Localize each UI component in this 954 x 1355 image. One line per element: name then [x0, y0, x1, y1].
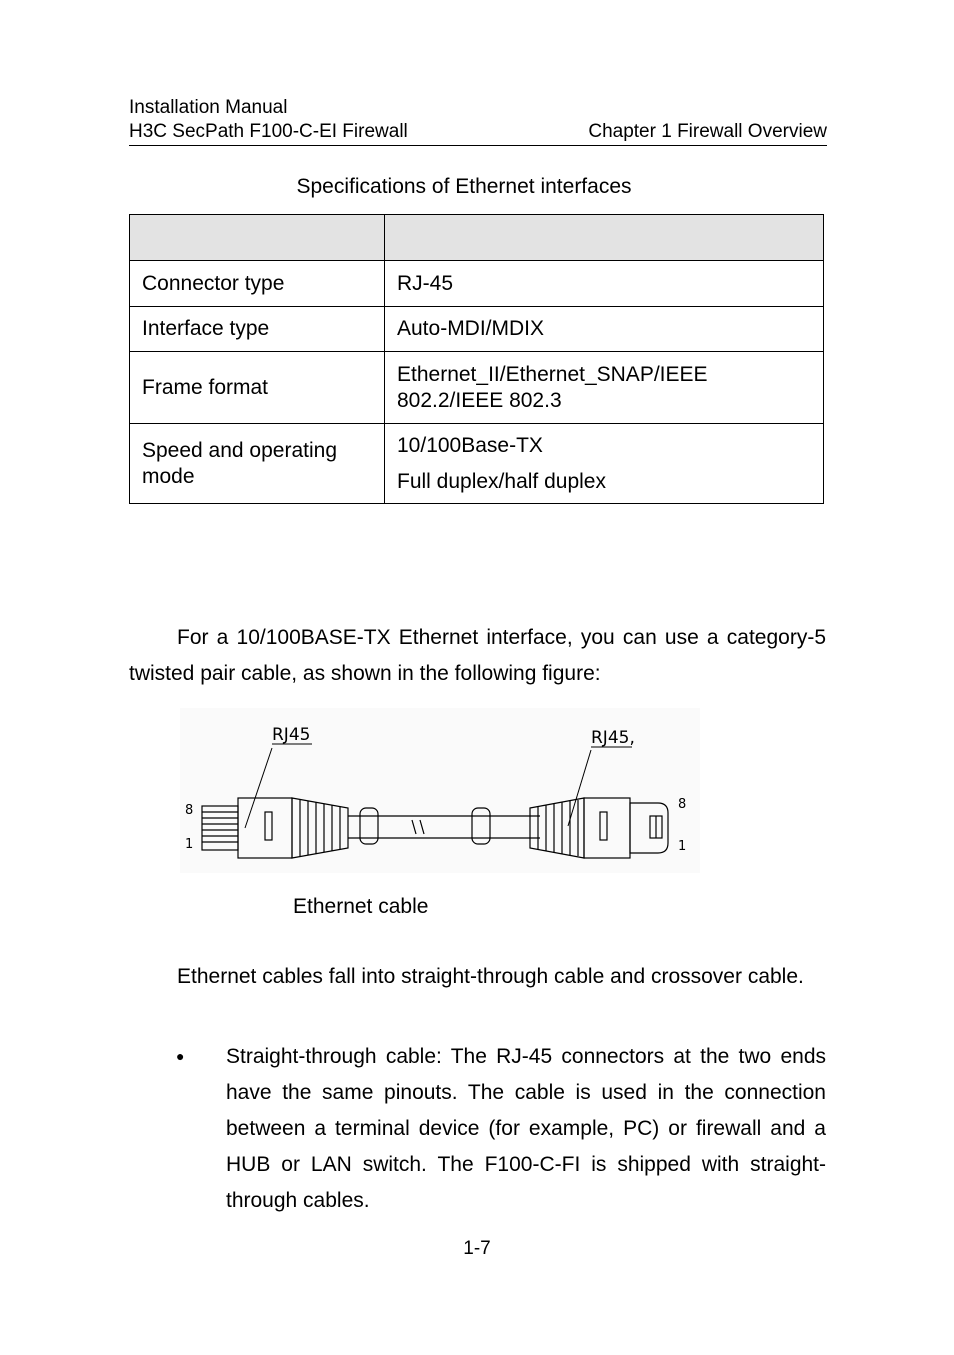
- paragraph-intro: For a 10/100BASE-TX Ethernet interface, you can use a category-5 twisted pair cable, as shown in the following figure:: [129, 626, 826, 685]
- header-rule: [129, 145, 827, 146]
- table-cell-line: 10/100Base-TX: [397, 433, 543, 457]
- table-cell-item: Speed and operating mode: [130, 424, 385, 504]
- manual-title: Installation Manual: [129, 97, 288, 118]
- paragraph-cable-types: Ethernet cables fall into straight-through cable and crossover cable.: [177, 965, 804, 988]
- figure-caption: Ethernet cable: [293, 895, 429, 918]
- chapter-title: Chapter 1 Firewall Overview: [588, 121, 827, 142]
- rj45-left-label: RJ45: [272, 725, 311, 745]
- rj45-right-label: RJ45,: [591, 728, 635, 748]
- table-row: [130, 307, 824, 352]
- bullet-icon: ●: [176, 1048, 185, 1064]
- bullet-straight-through: Straight-through cable: The RJ-45 connectors at the two ends have the same pinouts. The cable is used in the connection between a terminal device (for example, PC) or firewall and a HUB or LAN switch. The F100-C-FI is shipped with straight-through cables.: [226, 1045, 826, 1212]
- table-caption: Specifications of Ethernet interfaces: [296, 175, 632, 198]
- table-cell-item: Interface type: [130, 307, 385, 352]
- pin-1-left: 1: [185, 837, 194, 852]
- table-cell-line: Full duplex/half duplex: [397, 469, 606, 493]
- ethernet-cable-figure: [180, 708, 700, 873]
- pin-8-right: 8: [678, 797, 687, 812]
- table-row: [130, 424, 824, 504]
- table-cell-item: Frame format: [130, 352, 385, 424]
- table-row: [130, 261, 824, 307]
- spec-table: [129, 214, 824, 504]
- pin-8-left: 8: [185, 803, 194, 818]
- table-cell-item: Connector type: [130, 261, 385, 307]
- product-name: H3C SecPath F100-C-EI Firewall: [129, 121, 408, 142]
- pin-1-right: 1: [678, 839, 687, 854]
- table-cell-value: Ethernet_II/Ethernet_SNAP/IEEE 802.2/IEEE 802.3: [385, 352, 824, 424]
- table-cell-value: RJ-45: [385, 261, 824, 307]
- table-header-row: [130, 215, 824, 261]
- table-cell-value: Auto-MDI/MDIX: [385, 307, 824, 352]
- table-cell-value: [385, 424, 824, 504]
- table-header-cell: [385, 215, 824, 261]
- page-number: 1-7: [463, 1238, 491, 1259]
- table-header-cell: [130, 215, 385, 261]
- table-row: [130, 352, 824, 424]
